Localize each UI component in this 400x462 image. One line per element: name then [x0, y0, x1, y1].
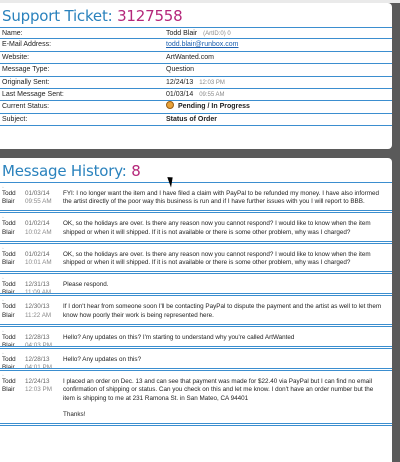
message-date: 12/28/13 [25, 333, 50, 341]
message-date: 12/30/13 [25, 303, 50, 311]
message-timestamp [25, 281, 59, 297]
message-item [0, 244, 392, 274]
email-link[interactable]: todd.blair@runbox.com [166, 41, 239, 49]
email-row [0, 39, 392, 51]
message-item [0, 274, 392, 296]
message-item [0, 183, 392, 213]
website-row [0, 52, 392, 64]
message-type-row [0, 64, 392, 76]
message-date: 12/31/13 [25, 281, 50, 289]
message-date: 12/28/13 [25, 356, 50, 364]
originally-sent-label: Originally Sent: [2, 78, 50, 86]
message-item [0, 349, 392, 371]
message-body: Hello? Any updates on this? [63, 356, 142, 364]
ticket-title: Support Ticket: [2, 7, 113, 25]
message-type-value: Question [166, 66, 195, 74]
message-timestamp [25, 220, 59, 236]
message-time: 09:55 AM [25, 198, 52, 206]
message-time: 12:03 PM [25, 386, 52, 394]
ticket-heading [0, 3, 392, 27]
message-sender: Todd Blair [2, 250, 16, 267]
message-date: 12/24/13 [25, 378, 50, 386]
message-timestamp [25, 251, 59, 267]
message-timestamp [25, 190, 59, 206]
last-message-label: Last Message Sent: [2, 90, 64, 98]
message-time: 10:01 AM [25, 259, 52, 267]
message-timestamp [25, 334, 59, 350]
message-body: If I don't hear from someone soon I'll be contacting PayPal to dispute the payment and the artist as well to let them know how poorly their work is being represented here. [63, 303, 382, 319]
message-body: OK, so the holidays are over. Is there any reason now you cannot respond? I would like to know when the item shipped or when it will shipped. If it is not available or there is some other problem, why was I charged? [63, 250, 371, 267]
message-marker: ◦ [2, 185, 4, 191]
subject-value: Status of Order [166, 115, 217, 123]
message-body: OK, so the holidays are over. Is there any reason now you cannot respond? I would like to know when the item shipped or when it will shipped. If it is not available or there is some other problem, why was I charged? [63, 220, 371, 236]
originally-sent-time: 12:03 PM [199, 79, 225, 86]
last-message-date: 01/03/14 [166, 90, 194, 98]
ticket-number: 3127558 [117, 7, 183, 25]
message-list [0, 182, 392, 426]
status-label: Current Status: [2, 103, 50, 111]
message-type-label: Message Type: [2, 66, 50, 74]
message-text: I placed an order on Dec. 13 and can see that payment was made for $22.40 via PayPal but I can find no email confirmation of shipping or status. Can you check on this and let me know. I don't have an order number but the item is shipping to me at 231 Ramona St. in San Mateo, CA 94401 [63, 378, 374, 402]
message-sender: Todd Blair [2, 378, 16, 394]
message-time: 10:02 AM [25, 228, 52, 236]
message-sender: Todd Blair [2, 333, 16, 350]
name-value: Todd Blair [166, 30, 198, 37]
message-body: Hello? Any updates on this? I'm starting to understand why you're called ArtWanted [63, 333, 295, 341]
email-label: E-Mail Address: [2, 41, 52, 49]
originally-sent-row [0, 77, 392, 89]
name-label: Name: [2, 30, 23, 37]
history-title: Message History: [2, 162, 127, 180]
message-closing: Thanks! [63, 410, 86, 418]
last-message-row [0, 89, 392, 101]
message-sender: Todd Blair [2, 281, 16, 297]
artid-value: (ArtID:0) 0 [203, 31, 231, 37]
message-time: 04:01 PM [25, 364, 52, 372]
message-date: 01/02/14 [25, 220, 50, 228]
last-message-time: 09:55 AM [199, 91, 225, 98]
history-panel [0, 158, 392, 462]
message-timestamp [25, 303, 59, 319]
message-timestamp [25, 378, 59, 394]
subject-row [0, 114, 392, 126]
status-value-wrap [166, 101, 250, 113]
message-sender: Todd Blair [2, 190, 16, 206]
message-marker: ◦ [2, 215, 4, 222]
originally-sent-value [166, 77, 225, 89]
message-marker: ◦ [2, 328, 4, 335]
originally-sent-date: 12/24/13 [166, 78, 194, 86]
message-marker: ◦ [2, 276, 4, 283]
message-item [0, 327, 392, 349]
message-item [0, 213, 392, 243]
history-heading [0, 158, 392, 182]
subject-label: Subject: [2, 115, 28, 123]
message-time: 11:22 AM [25, 311, 52, 319]
message-date: 01/02/14 [25, 250, 50, 258]
message-marker: ◦ [2, 298, 4, 305]
message-marker: ◦ [2, 245, 4, 252]
message-sender: Todd Blair [2, 303, 16, 319]
name-value-wrap [166, 28, 231, 40]
message-marker: ◦ [2, 373, 4, 380]
status-row [0, 101, 392, 113]
pending-icon [166, 101, 174, 109]
ticket-info-table [0, 27, 392, 126]
message-body: Please respond. [63, 281, 109, 289]
message-body [63, 378, 384, 421]
status-value: Pending / In Progress [177, 103, 250, 111]
message-body: FYI: I no longer want the item and I have filed a claim with PayPal to be refunded my money. I have also informed the artist directly of the poor way this business is run and if I have further issues with you I will report to BBB. [63, 190, 379, 206]
last-message-value [166, 89, 225, 101]
ticket-panel [0, 3, 392, 149]
message-sender: Todd Blair [2, 220, 16, 236]
name-row [0, 27, 392, 39]
message-time: 04:03 PM [25, 342, 52, 350]
message-timestamp [25, 356, 59, 372]
message-item [0, 371, 392, 426]
message-marker: ◦ [2, 351, 4, 358]
website-value: ArtWanted.com [166, 53, 214, 61]
website-label: Website: [2, 53, 30, 61]
history-count: 8 [131, 162, 141, 180]
message-time: 11:09 AM [25, 289, 52, 297]
message-item [0, 296, 392, 326]
message-sender: Todd Blair [2, 356, 16, 372]
message-date: 01/03/14 [25, 190, 50, 197]
